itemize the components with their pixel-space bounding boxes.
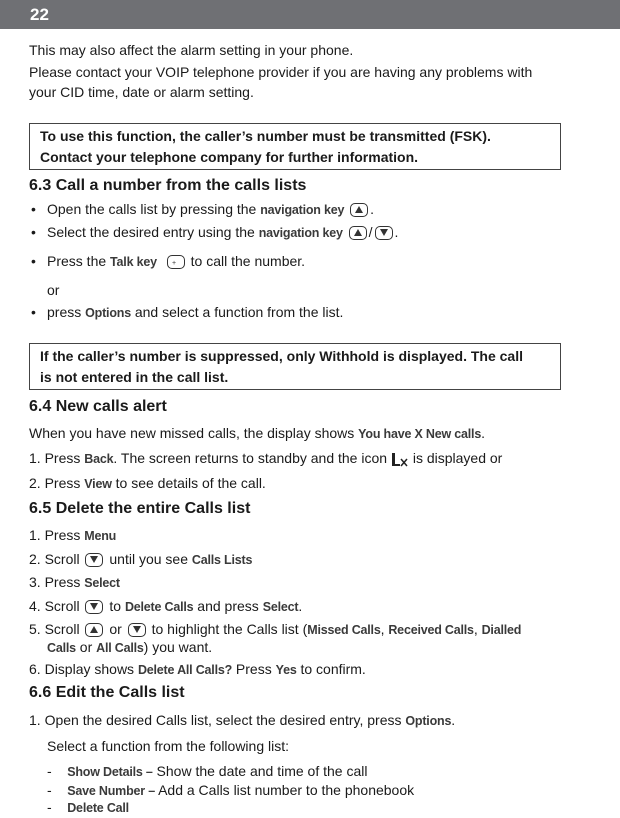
nav-down-key-icon xyxy=(85,553,103,567)
new-calls-intro: When you have new missed calls, the display shows You have X New calls. xyxy=(29,425,485,441)
nav-up-key-icon xyxy=(85,623,103,637)
talk-key-icon xyxy=(167,255,185,269)
option-delete-call: - Delete Call xyxy=(47,799,129,815)
svg-text:+: + xyxy=(171,260,176,266)
note-box-fsk xyxy=(29,123,561,170)
page-number: 22 xyxy=(30,5,49,24)
step-press-view: 2. Press View to see details of the call. xyxy=(29,475,266,491)
section-heading-6-3: 6.3 Call a number from the calls lists xyxy=(29,177,307,194)
nav-up-key-icon xyxy=(349,226,367,240)
nav-up-key-icon xyxy=(350,203,368,217)
select-function-text: Select a function from the following list: xyxy=(47,738,290,754)
page-header-bar xyxy=(0,0,620,29)
section-heading-6-5: 6.5 Delete the entire Calls list xyxy=(29,500,251,517)
or-text: or xyxy=(47,282,60,298)
step-press-back: 1. Press Back. The screen returns to standby and the icon is displayed or xyxy=(29,450,503,466)
intro-line-2a: Please contact your VOIP telephone provider if you are having any problems with xyxy=(29,64,533,80)
missed-call-icon xyxy=(391,452,409,466)
nav-down-key-icon xyxy=(85,600,103,614)
note-line: is not entered in the call list. xyxy=(40,369,229,385)
note-line: To use this function, the caller’s number must be transmitted (FSK). xyxy=(40,128,491,144)
step-scroll-calls-lists: 2. Scroll until you see Calls Lists xyxy=(29,551,253,567)
step-scroll-highlight: 5. Scroll or to highlight the Calls list (Missed Calls, Received Calls, Dialled xyxy=(29,621,522,637)
option-save-number: - Save Number – Add a Calls list number to the phonebook xyxy=(47,782,415,798)
step-scroll-highlight-cont: Calls or All Calls) you want. xyxy=(47,639,213,655)
intro-line-2b: your CID time, date or alarm setting. xyxy=(29,84,254,100)
step-press-menu: 1. Press Menu xyxy=(29,527,117,543)
note-box-withhold xyxy=(29,343,561,390)
nav-down-key-icon xyxy=(375,226,393,240)
section-heading-6-4: 6.4 New calls alert xyxy=(29,398,167,415)
nav-down-key-icon xyxy=(128,623,146,637)
option-show-details: - Show Details – Show the date and time of the call xyxy=(47,763,368,779)
section-heading-6-6: 6.6 Edit the Calls list xyxy=(29,684,185,701)
note-line: Contact your telephone company for further information. xyxy=(40,149,419,165)
step-scroll-delete-calls: 4. Scroll to Delete Calls and press Select. xyxy=(29,598,303,614)
step-open-calls-list: 1. Open the desired Calls list, select the desired entry, press Options. xyxy=(29,712,456,728)
note-line: If the caller’s number is suppressed, only Withhold is displayed. The call xyxy=(40,348,523,364)
intro-line-1: This may also affect the alarm setting in your phone. xyxy=(29,42,354,58)
step-press-select: 3. Press Select xyxy=(29,574,120,590)
step-confirm-delete: 6. Display shows Delete All Calls? Press Yes to confirm. xyxy=(29,661,366,677)
